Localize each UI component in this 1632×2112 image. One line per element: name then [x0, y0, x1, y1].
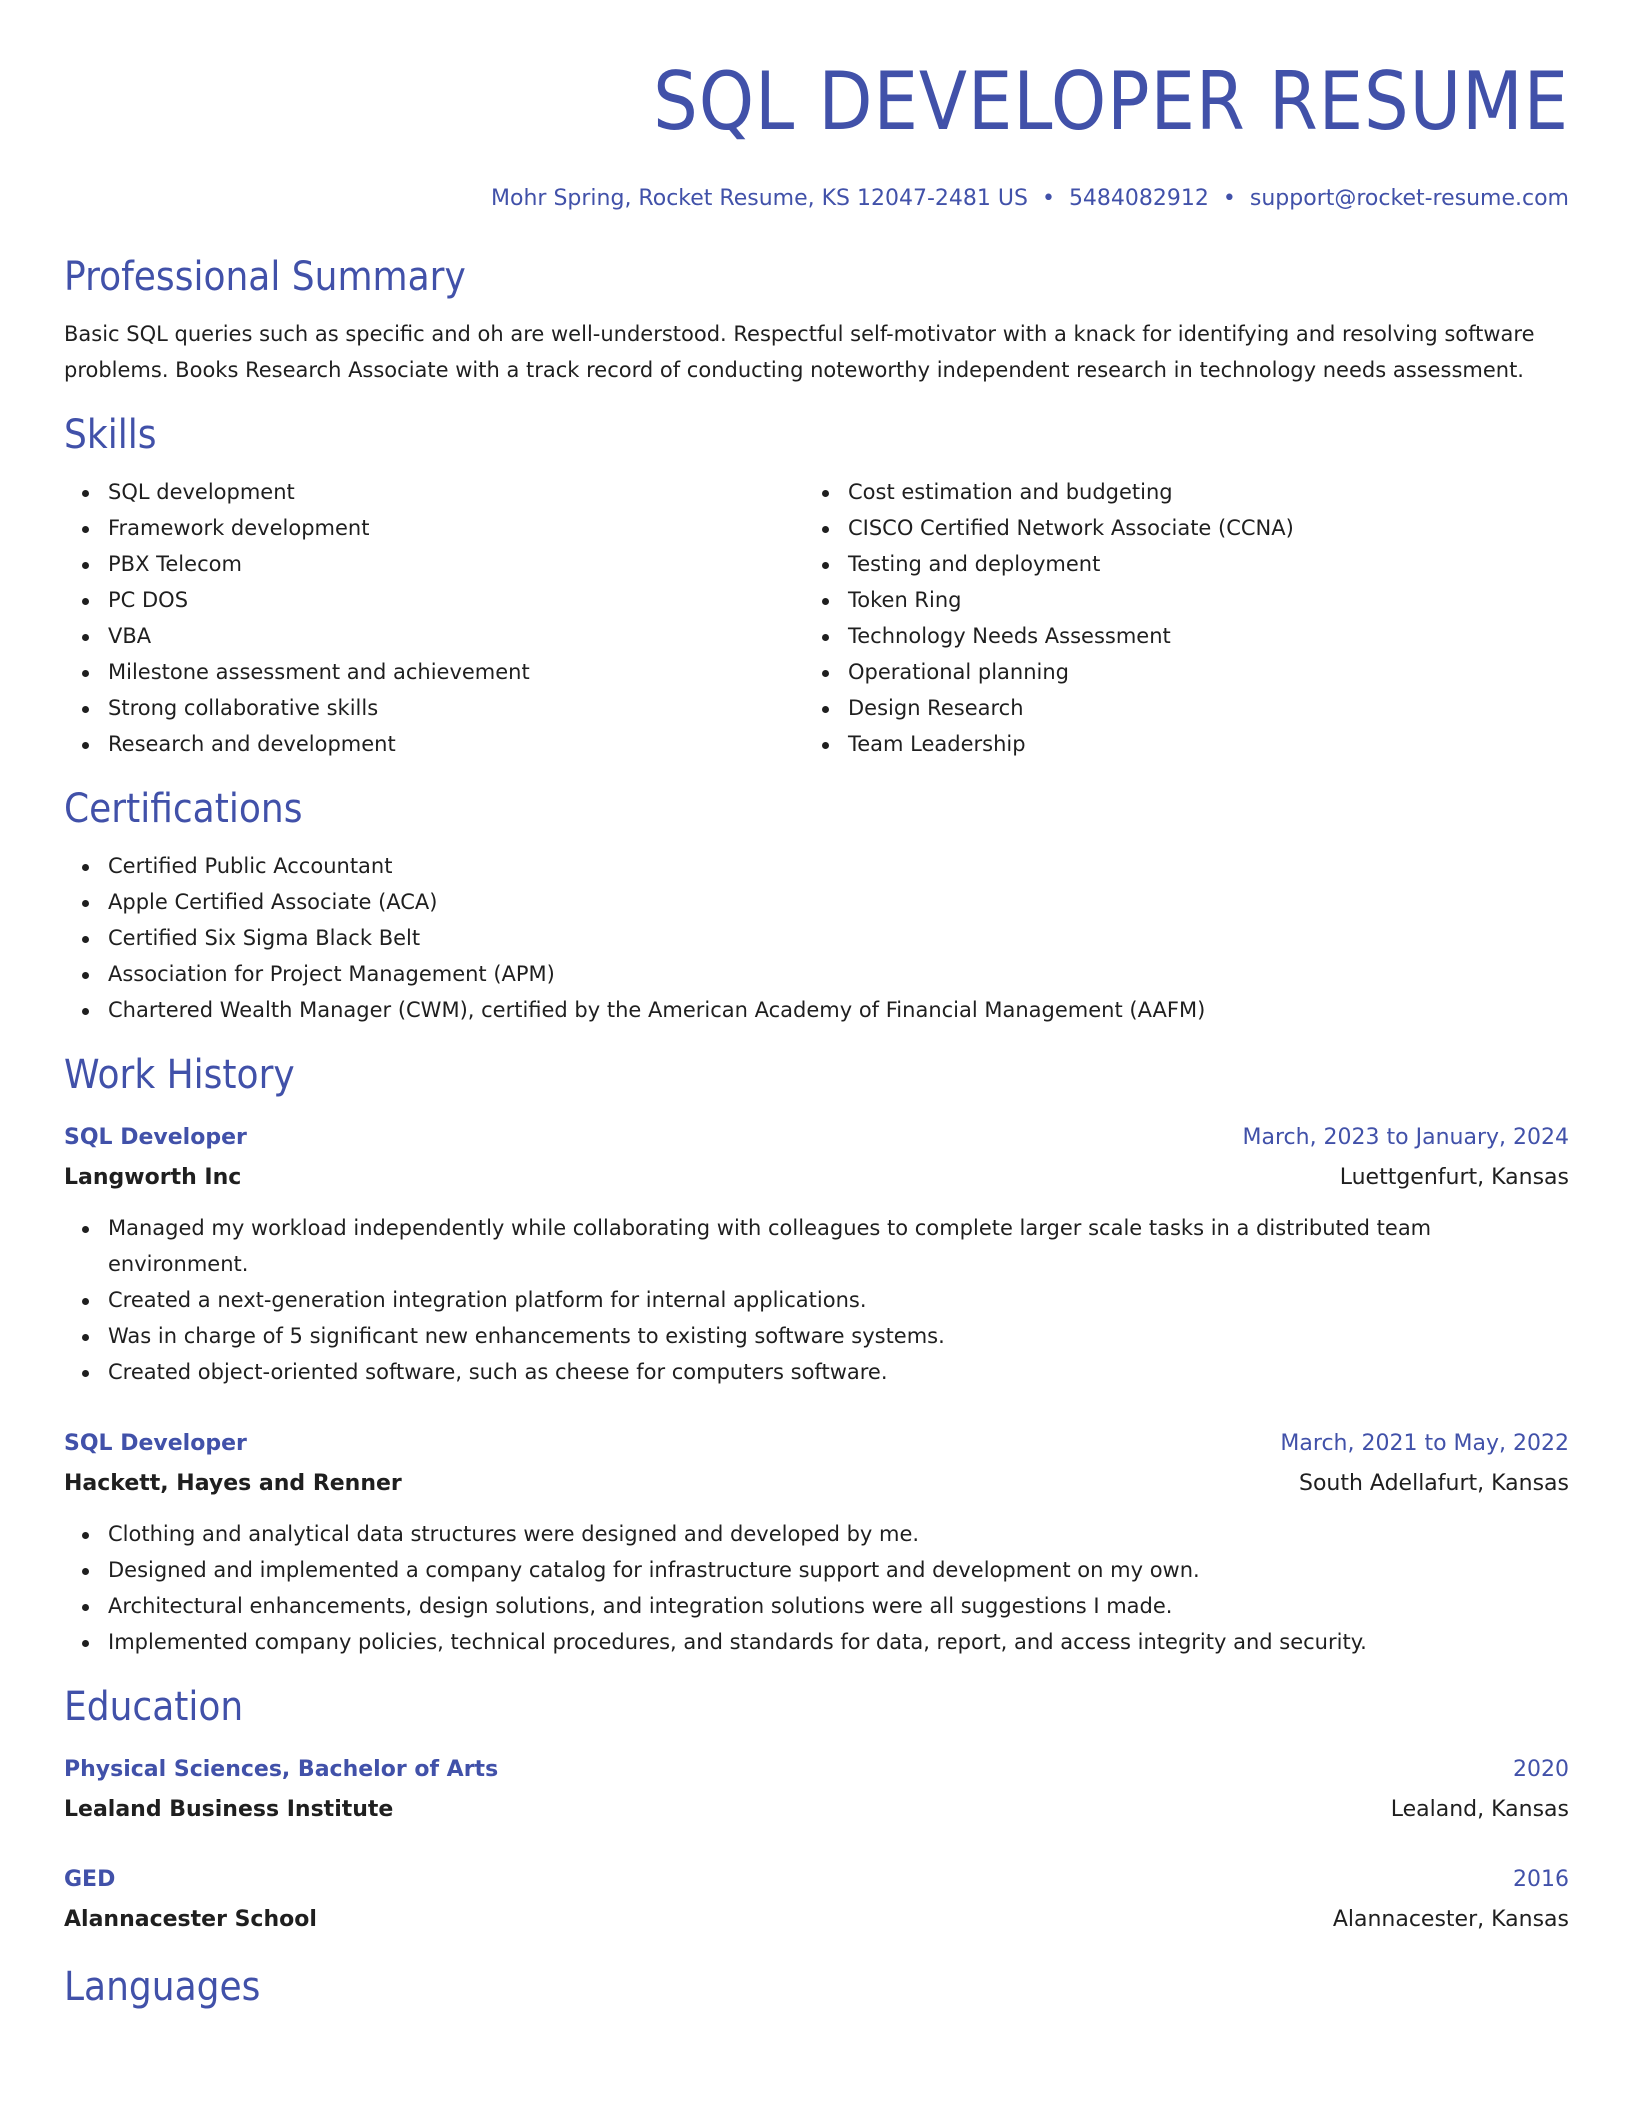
- certification-item: Certified Six Sigma Black Belt: [64, 920, 1569, 956]
- resume-title: SQL DEVELOPER RESUME: [653, 55, 1569, 148]
- job-bullets: [64, 1516, 1569, 1660]
- education-entry: [64, 1750, 1569, 1830]
- work-history-section: [64, 1050, 1569, 1660]
- job-bullet: Created object-oriented software, such as cheese for computers software.: [64, 1354, 1569, 1390]
- skill-item: CISCO Certified Network Associate (CCNA): [804, 510, 1544, 546]
- skill-item: Team Leadership: [804, 726, 1544, 762]
- education-degree: Physical Sciences, Bachelor of Arts: [64, 1757, 499, 1782]
- skills-section: [64, 410, 1569, 762]
- skills-list-right: [804, 474, 1544, 762]
- skill-item: Cost estimation and budgeting: [804, 474, 1544, 510]
- job-bullet: Was in charge of 5 significant new enhancements to existing software systems.: [64, 1318, 1569, 1354]
- certifications-heading: Certifications: [64, 786, 303, 832]
- job-bullet: Architectural enhancements, design solutions, and integration solutions were all suggestions I made.: [64, 1588, 1569, 1624]
- skills-list-left: [64, 474, 804, 762]
- education-header-row: [64, 1750, 1569, 1790]
- skill-item: Framework development: [64, 510, 804, 546]
- education-year: 2020: [1513, 1757, 1569, 1782]
- certification-item: Apple Certified Associate (ACA): [64, 884, 1569, 920]
- education-school: Lealand Business Institute: [64, 1797, 394, 1822]
- skill-item: Design Research: [804, 690, 1544, 726]
- certifications-section: [64, 784, 1569, 1028]
- job-company: Hackett, Hayes and Renner: [64, 1471, 402, 1496]
- education-entry: [64, 1860, 1569, 1940]
- education-section: [64, 1682, 1569, 1940]
- job-company: Langworth Inc: [64, 1165, 242, 1190]
- skill-item: PBX Telecom: [64, 546, 804, 582]
- languages-heading: Languages: [64, 1964, 261, 2010]
- job-bullet: Created a next-generation integration platform for internal applications.: [64, 1282, 1569, 1318]
- skills-heading: Skills: [64, 412, 157, 458]
- skills-grid: [64, 474, 1569, 762]
- certifications-list: [64, 848, 1569, 1028]
- education-year: 2016: [1513, 1867, 1569, 1892]
- job-company-row: [64, 1158, 1569, 1198]
- job-bullet: Implemented company policies, technical procedures, and standards for data, report, and access integrity and security.: [64, 1624, 1569, 1660]
- job-header-row: [64, 1118, 1569, 1158]
- resume-header: [64, 52, 1569, 214]
- education-location: Lealand, Kansas: [1390, 1797, 1569, 1822]
- contact-phone: 5484082912: [1068, 186, 1209, 211]
- contact-line: [64, 184, 1569, 214]
- contact-email: support@rocket-resume.com: [1249, 186, 1569, 211]
- job-entry: [64, 1424, 1569, 1660]
- summary-heading: Professional Summary: [64, 254, 466, 300]
- contact-separator: •: [1041, 186, 1055, 211]
- education-degree: GED: [64, 1867, 116, 1892]
- languages-section: [64, 1962, 1569, 2012]
- skill-item: Research and development: [64, 726, 804, 762]
- summary-section: [64, 252, 1569, 388]
- summary-text: Basic SQL queries such as specific and oh are well-understood. Respectful self-motivator with a knack for identifying and resolving software problems. Books Research Associate with a track record of conducting noteworthy independent research in technology needs assessment.: [64, 322, 1535, 382]
- education-school: Alannacester School: [64, 1907, 317, 1932]
- certification-item: Certified Public Accountant: [64, 848, 1569, 884]
- job-role: SQL Developer: [64, 1125, 247, 1150]
- education-header-row: [64, 1860, 1569, 1900]
- certification-item: Association for Project Management (APM): [64, 956, 1569, 992]
- job-location: Luettgenfurt, Kansas: [1339, 1165, 1569, 1190]
- work-history-heading: Work History: [64, 1052, 295, 1098]
- skill-item: VBA: [64, 618, 804, 654]
- job-company-row: [64, 1464, 1569, 1504]
- skill-item: Milestone assessment and achievement: [64, 654, 804, 690]
- contact-address: Mohr Spring, Rocket Resume, KS 12047-2481 US: [491, 186, 1028, 211]
- skill-item: Testing and deployment: [804, 546, 1544, 582]
- education-school-row: [64, 1790, 1569, 1830]
- job-bullets: [64, 1210, 1569, 1390]
- job-entry: [64, 1118, 1569, 1390]
- contact-separator: •: [1222, 186, 1236, 211]
- job-bullet: Managed my workload independently while collaborating with colleagues to complete larger scale tasks in a distributed team environment.: [64, 1210, 1569, 1282]
- skill-item: Operational planning: [804, 654, 1544, 690]
- education-school-row: [64, 1900, 1569, 1940]
- job-role: SQL Developer: [64, 1431, 247, 1456]
- education-heading: Education: [64, 1684, 244, 1730]
- job-dates: March, 2023 to January, 2024: [1242, 1125, 1569, 1150]
- job-location: South Adellafurt, Kansas: [1298, 1471, 1569, 1496]
- job-header-row: [64, 1424, 1569, 1464]
- skill-item: Strong collaborative skills: [64, 690, 804, 726]
- skill-item: Token Ring: [804, 582, 1544, 618]
- skill-item: Technology Needs Assessment: [804, 618, 1544, 654]
- skill-item: PC DOS: [64, 582, 804, 618]
- job-dates: March, 2021 to May, 2022: [1280, 1431, 1569, 1456]
- certification-item: Chartered Wealth Manager (CWM), certified by the American Academy of Financial Management (AAFM): [64, 992, 1569, 1028]
- skill-item: SQL development: [64, 474, 804, 510]
- education-location: Alannacester, Kansas: [1332, 1907, 1569, 1932]
- job-bullet: Clothing and analytical data structures were designed and developed by me.: [64, 1516, 1569, 1552]
- job-bullet: Designed and implemented a company catalog for infrastructure support and development on my own.: [64, 1552, 1569, 1588]
